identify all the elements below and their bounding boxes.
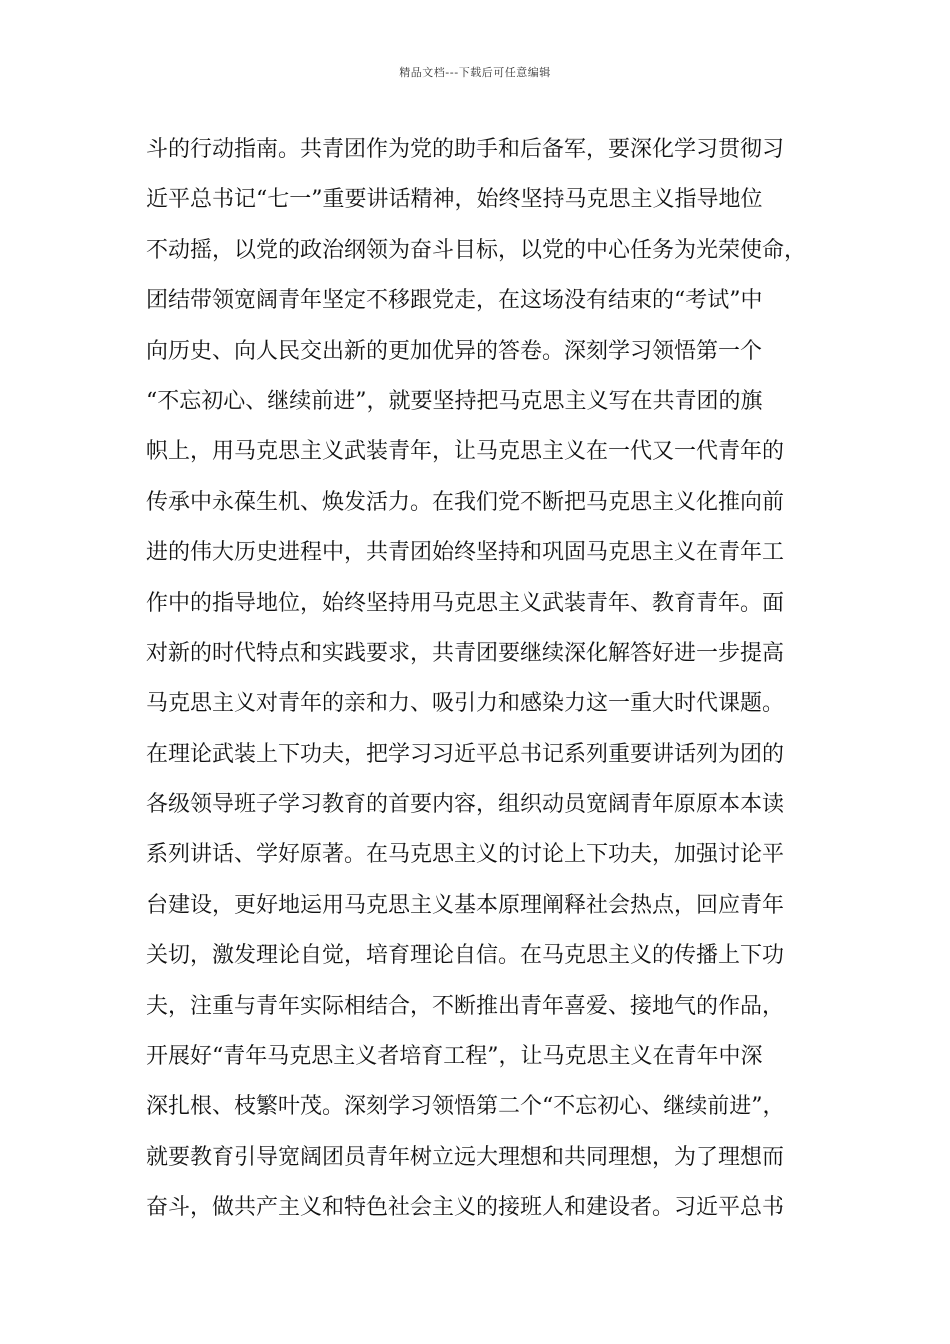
text-line: 进的伟大历史进程中，共青团始终坚持和巩固马克思主义在青年工	[146, 540, 785, 566]
text-line: 台建设，更好地运用马克思主义基本原理阐释社会热点，回应青年	[146, 892, 785, 918]
text-line: “不忘初心、继续前进”，就要坚持把马克思主义写在共青团的旗	[146, 388, 763, 414]
page-header: 精品文档---下载后可任意编辑	[399, 66, 551, 79]
text-line: 传承中永葆生机、焕发活力。在我们党不断把马克思主义化推向前	[146, 489, 785, 515]
text-line: 团结带领宽阔青年坚定不移跟党走，在这场没有结束的“考试”中	[146, 288, 763, 314]
text-line: 奋斗，做共产主义和特色社会主义的接班人和建设者。习近平总书	[146, 1195, 785, 1221]
text-line: 系列讲话、学好原著。在马克思主义的讨论上下功夫，加强讨论平	[146, 842, 785, 868]
text-line: 夫，注重与青年实际相结合，不断推出青年喜爱、接地气的作品，	[146, 993, 785, 1019]
text-line: 向历史、向人民交出新的更加优异的答卷。深刻学习领悟第一个	[146, 338, 763, 364]
body-text	[146, 134, 826, 1243]
text-line: 深扎根、枝繁叶茂。深刻学习领悟第二个“不忘初心、继续前进”，	[146, 1094, 785, 1120]
text-line: 不动摇，以党的政治纲领为奋斗目标，以党的中心任务为光荣使命，	[146, 237, 807, 263]
text-line: 各级领导班子学习教育的首要内容，组织动员宽阔青年原原本本读	[146, 792, 785, 818]
text-line: 作中的指导地位，始终坚持用马克思主义武装青年、教育青年。面	[146, 590, 785, 616]
text-line: 马克思主义对青年的亲和力、吸引力和感染力这一重大时代课题。	[146, 691, 785, 717]
text-line: 开展好“青年马克思主义者培育工程”，让马克思主义在青年中深	[146, 1044, 763, 1070]
text-line: 关切，激发理论自觉，培育理论自信。在马克思主义的传播上下功	[146, 943, 785, 969]
text-line: 就要教育引导宽阔团员青年树立远大理想和共同理想，为了理想而	[146, 1144, 785, 1170]
text-line: 斗的行动指南。共青团作为党的助手和后备军，要深化学习贯彻习	[146, 137, 785, 162]
text-line: 在理论武装上下功夫，把学习习近平总书记系列重要讲话列为团的	[146, 741, 785, 767]
text-line: 帜上，用马克思主义武装青年，让马克思主义在一代又一代青年的	[146, 439, 785, 465]
text-line: 对新的时代特点和实践要求，共青团要继续深化解答好进一步提高	[146, 640, 785, 666]
text-line: 近平总书记“七一”重要讲话精神，始终坚持马克思主义指导地位	[146, 187, 763, 213]
